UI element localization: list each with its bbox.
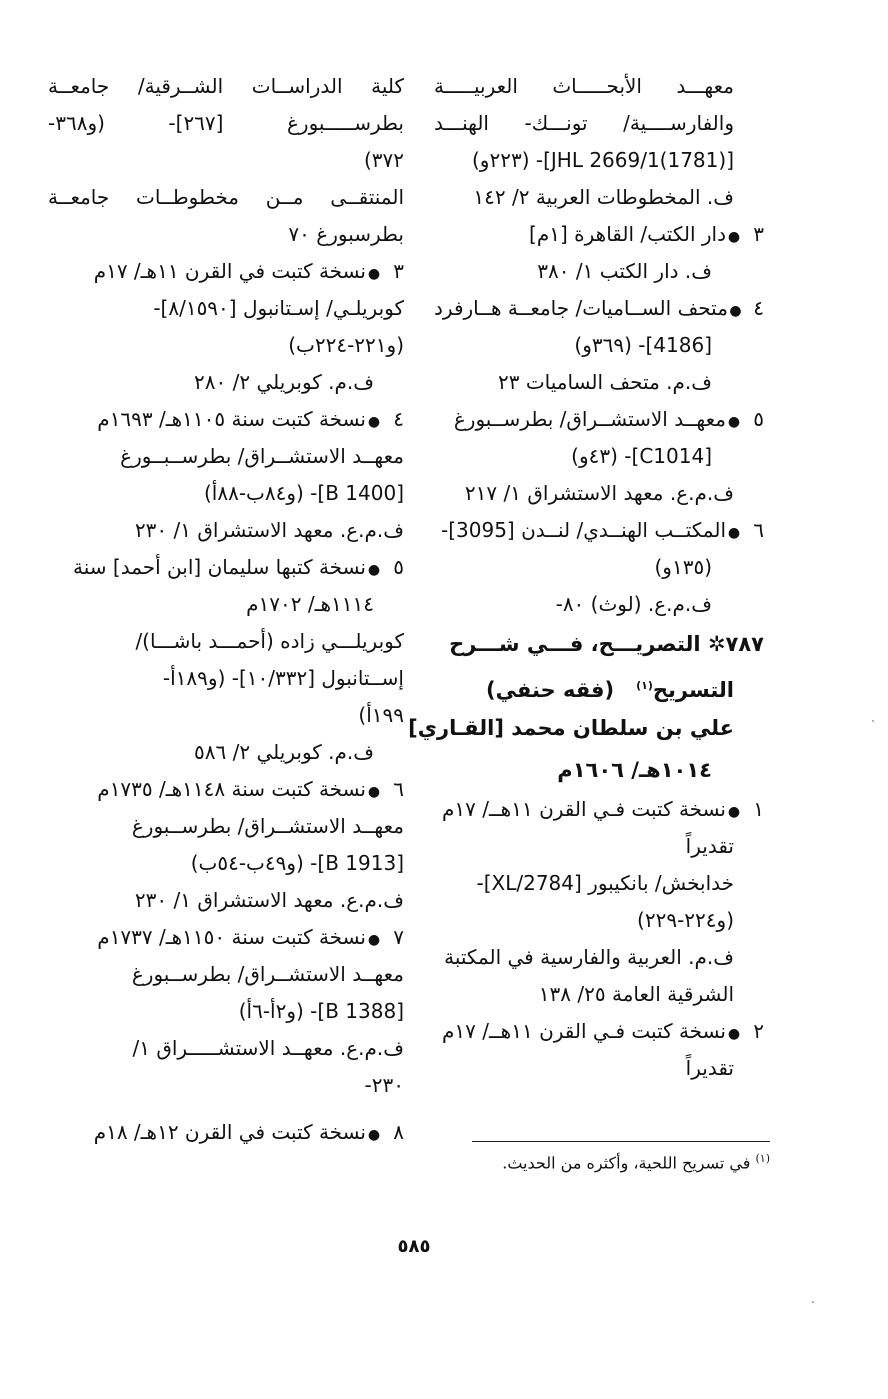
folios: ٣٧٢) xyxy=(363,148,404,172)
library-line: كلية الدراســات الشــرقية/ جامعــة xyxy=(48,74,404,98)
item-number: ٥ xyxy=(393,555,404,579)
item-text: معهــد الاستشــراق/ بطرســبورغ xyxy=(453,407,726,431)
shelfmark: [C1014]- (٤٣و) xyxy=(571,444,712,468)
bullet-icon: ● xyxy=(729,303,742,319)
list-item xyxy=(48,253,404,290)
catalog-ref: ٢٣٠- xyxy=(364,1073,404,1097)
catalog-ref: ف.م.ع. معهد الاستشراق ١/ ٢٣٠ xyxy=(134,518,404,542)
estimate-note: تقديراً xyxy=(685,834,734,858)
date-line: ١١١٤هـ/ ١٧٠٢م xyxy=(246,592,374,616)
item-text: نسخة كتبها سليمان [ابن أحمد] سنة xyxy=(73,555,366,579)
library-line: كوبريلـي/ إسـتانبول [٨/١٥٩٠]- xyxy=(153,296,404,320)
entry-number: ٧٨٧ xyxy=(725,632,764,656)
catalog-ref: الشرقية العامة ٢٥/ ١٣٨ xyxy=(538,982,734,1006)
bullet-icon: ● xyxy=(367,562,381,578)
item-text: نسخة كتبت في القرن ١٢هـ/ ١٨م xyxy=(93,1120,366,1144)
bullet-icon: ● xyxy=(367,414,381,430)
folios: ١٩٩أ) xyxy=(358,703,404,727)
catalog-ref: ف.م.ع. (لوث) ٨٠- xyxy=(555,592,712,616)
library-line: معهـــد الأبحـــــاث العربيـــــة xyxy=(434,74,734,98)
library-line: معهــد الاستشــراق/ بطرســبورغ xyxy=(131,962,404,986)
bullet-icon: ● xyxy=(367,784,381,800)
item-text: نسخة كتبت فـي القرن ١١هــ/ ١٧م xyxy=(441,1019,726,1043)
bullet-icon: ● xyxy=(367,1127,381,1143)
library-line: كوبريلـــي زاده (أحمـــد باشـــا)/ xyxy=(135,629,404,653)
item-number: ١ xyxy=(753,797,764,821)
entry-date: ١٠١٤هـ/ ١٦٠٦م xyxy=(557,758,712,782)
folios: [B 1400]- (و٨٤ب-٨٨أ) xyxy=(203,481,404,505)
catalog-ref: ف. المخطوطات العربية ٢/ ١٤٢ xyxy=(473,185,734,209)
catalog-ref: المنتقــى مــن مخطوطــات جامعــة xyxy=(48,185,404,209)
folios: (و٢٢٤-٢٢٩) xyxy=(637,908,734,932)
list-item xyxy=(434,290,764,327)
catalog-ref: ف.م. متحف الساميات ٢٣ xyxy=(497,370,712,394)
bullet-icon: ● xyxy=(727,414,741,430)
list-item xyxy=(434,216,764,253)
item-text: دار الكتب/ القاهرة [١م] xyxy=(529,222,726,246)
left-column xyxy=(48,68,404,1151)
footnote-text: في تسريح اللحية، وأكثره من الحديث. xyxy=(502,1153,751,1173)
footnote xyxy=(440,1152,770,1172)
item-text: متحف الســاميات/ جامعــة هــارفرد xyxy=(434,296,728,320)
library-line: معهــد الاستشــراق/ بطرســبورغ xyxy=(131,814,404,838)
bullet-icon: ● xyxy=(367,266,381,282)
item-number: ٨ xyxy=(393,1120,404,1144)
library-line: والفارســــية/ تونـــك- الهنـــد xyxy=(434,111,734,135)
asterisk-icon: ✲ xyxy=(707,632,726,656)
catalog-ref: ف. دار الكتب ١/ ٣٨٠ xyxy=(537,259,712,283)
footnote-mark: (١) xyxy=(755,1152,770,1165)
catalog-ref: ف.م. العربية والفارسية في المكتبة xyxy=(444,945,734,969)
list-item xyxy=(48,771,404,808)
list-item xyxy=(48,919,404,956)
catalog-ref: ف.م.ع. معهد الاستشراق ١/ ٢١٧ xyxy=(464,481,734,505)
item-text: نسخة كتبت سنة ١١٥٠هـ/ ١٧٣٧م xyxy=(97,925,366,949)
footnote-divider xyxy=(472,1141,770,1142)
right-column xyxy=(408,68,764,1087)
library-line: بطرســـــبورغ [٢٦٧]- (و٣٦٨- xyxy=(48,111,404,135)
item-number: ٣ xyxy=(393,259,404,283)
item-number: ٧ xyxy=(393,925,404,949)
footnote-mark: (١) xyxy=(636,679,653,692)
list-item xyxy=(434,791,764,828)
scan-speck xyxy=(812,1301,814,1303)
item-text: نسخة كتبت سنة ١١٠٥هـ/ ١٦٩٣م xyxy=(97,407,366,431)
item-number: ٢ xyxy=(753,1019,764,1043)
list-item xyxy=(48,1114,404,1151)
catalog-ref: ف.م. كوبريلي ٢/ ٥٨٦ xyxy=(194,740,374,764)
item-number: ٥ xyxy=(753,407,764,431)
list-item xyxy=(434,1013,764,1050)
shelfmark: [4186]- (٣٦٩و) xyxy=(574,333,712,357)
folios: [B 1913]- (و٤٩ب-٥٤ب) xyxy=(190,851,404,875)
list-item xyxy=(434,401,764,438)
catalog-ref: ف.م.ع. معهــد الاستشـــــراق ١/ xyxy=(132,1036,404,1060)
item-number: ٦ xyxy=(393,777,404,801)
shelfmark-line xyxy=(434,142,764,179)
folios: (١٣٥و) xyxy=(654,555,712,579)
list-item xyxy=(48,549,404,586)
catalog-ref: بطرسبورغ ٧٠ xyxy=(288,222,404,246)
item-text: نسخة كتبت في القرن ١١هـ/ ١٧م xyxy=(93,259,366,283)
estimate-note: تقديراً xyxy=(685,1056,734,1080)
item-number: ٤ xyxy=(753,296,764,320)
item-number: ٣ xyxy=(753,222,764,246)
entry-title-cont xyxy=(434,665,764,707)
item-number: ٦ xyxy=(753,518,764,542)
folios: [B 1388]- (و٢أ-٦أ) xyxy=(238,999,404,1023)
library-line: خدابخش/ بانكيبور [2784/XL]- xyxy=(476,871,734,895)
scan-speck xyxy=(872,720,874,722)
entry-subject: (فقه حنفي) xyxy=(485,678,615,702)
catalog-ref: ف.م. كوبريلي ٢/ ٢٨٠ xyxy=(194,370,374,394)
list-item xyxy=(434,512,764,549)
entry-title: التصريـــح، فـــي شـــرح xyxy=(449,632,701,656)
library-line: معهــد الاستشــراق/ بطرســبــورغ xyxy=(120,444,404,468)
catalog-ref: ف.م.ع. معهد الاستشراق ١/ ٢٣٠ xyxy=(134,888,404,912)
folios: (و٢٢١-٢٢٤ب) xyxy=(288,333,404,357)
item-text: نسخة كتبت سنة ١١٤٨هـ/ ١٧٣٥م xyxy=(97,777,366,801)
page-number: ٥٨٥ xyxy=(397,1236,431,1257)
bullet-icon: ● xyxy=(727,1026,741,1042)
bullet-icon: ● xyxy=(367,932,381,948)
entry-title-2: التسريح xyxy=(652,678,734,702)
item-text: المكتــب الهنــدي/ لنــدن [3095]- xyxy=(440,518,726,542)
bullet-icon: ● xyxy=(727,229,741,245)
library-line: إســتانبول [١٠/٣٣٢]- (و١٨٩أ- xyxy=(162,666,404,690)
bullet-icon: ● xyxy=(727,804,741,820)
entry-heading xyxy=(434,623,764,665)
list-item xyxy=(48,401,404,438)
entry-author: علي بن سلطان محمد [القـاري] xyxy=(408,716,734,740)
item-text: نسخة كتبت فـي القرن ١١هــ/ ١٧م xyxy=(441,797,726,821)
item-number: ٤ xyxy=(393,407,404,431)
shelfmark: [JHL 2669/1(1781)]- (٢٢٣و) xyxy=(471,148,734,172)
bullet-icon: ● xyxy=(727,525,741,541)
